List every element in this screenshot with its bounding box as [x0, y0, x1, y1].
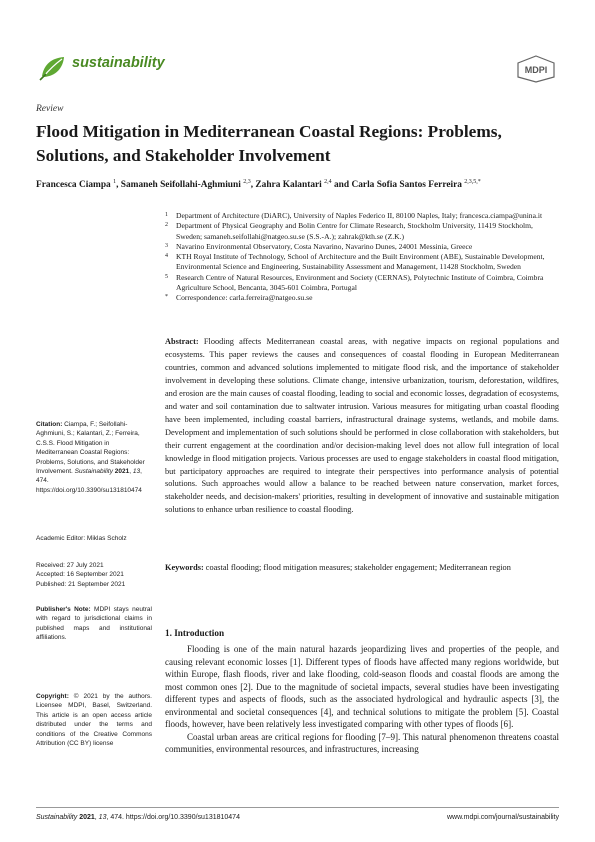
publisher-note: Publisher's Note: MDPI stays neutral with regard to jurisdictional claims in published maps and institutional affiliations.: [36, 606, 152, 642]
author-name[interactable]: Samaneh Seifollahi-Aghmiuni: [120, 180, 241, 191]
affiliation: 1 Department of Architecture (DiARC), University of Naples Federico II, 80100 Naples, Italy; francesca.ciampa@unina.it: [165, 211, 543, 220]
keywords-label: Keywords:: [165, 563, 204, 572]
keywords: [165, 562, 559, 575]
leaf-icon: [38, 52, 68, 82]
dates: Received: 27 July 2021 Accepted: 16 September 2021 Published: 21 September 2021: [36, 562, 126, 588]
mdpi-logo-text: MDPI: [524, 65, 548, 75]
affiliation: 2 Department of Physical Geography and Bolin Centre for Climate Research, Stockholm University, 11419 Stockholm, Sweden; samaneh.seifollahi@natgeo.su.se (S.S.-A.); zahrak@kth.se (Z.K.): [165, 221, 533, 241]
correspondence: * Correspondence: carla.ferreira@natgeo.su.se: [165, 293, 313, 303]
affiliation: 5 Research Centre of Natural Resources, Environment and Society (CERNAS), Polytechnic Institute of Coimbra, Coimbra Agriculture School, Bencanta, 3045-601 Coimbra, Portugal: [165, 272, 544, 293]
section-heading: 1. Introduction: [165, 628, 225, 638]
article-title: Flood Mitigation in Mediterranean Coastal Regions: Problems, Solutions, and Stakeholder Involvement: [36, 122, 502, 165]
affiliations: [165, 211, 560, 304]
footer-citation: Sustainability 2021, 13, 474. https://doi.org/10.3390/su131810474: [36, 814, 240, 821]
author-name[interactable]: Francesca Ciampa: [36, 180, 111, 191]
author-name[interactable]: Zahra Kalantari: [255, 180, 322, 191]
abstract: [165, 336, 559, 517]
citation-block: Citation: Ciampa, F.; Seifollahi-Aghmiuni, S.; Kalantari, Z.; Ferreira, C.S.S. Flood Mitigation in Mediterranean Coastal Regions: Problems, Solutions, and Stakeholder Involvement. Sustainability 2021, 13, 474. https://doi.org/10.3390/su131810474: [36, 421, 145, 494]
citation-doi-link[interactable]: https://doi.org/10.3390/su131810474: [36, 486, 142, 494]
author-list: Francesca Ciampa $^1$, Samaneh Seifollahi-Aghmiuni $^{2,3}$, Zahra Kalantari $^{2,4}$ and Carla Sofia Santos Ferreira $^{2,3,5,*}$: [36, 179, 481, 191]
affiliation: 4 KTH Royal Institute of Technology, School of Architecture and the Built Environment (ABE), Sustainable Development, Environmental Science and Engineering, Sustainability Assessment and Management, 11428 Stockholm, Sweden: [165, 252, 545, 272]
affiliation: 3 Navarino Environmental Observatory, Costa Navarino, Navarino Dunes, 24001 Messinia, Greece: [165, 241, 473, 251]
abstract-label: Abstract:: [165, 337, 199, 346]
footer-divider: [36, 807, 559, 808]
academic-editor: Academic Editor: Miklas Scholz: [36, 535, 127, 542]
footer-url[interactable]: www.mdpi.com/journal/sustainability: [446, 814, 559, 821]
paragraph: Coastal urban areas are critical regions for flooding [7–9]. This natural phenomenon threatens coastal communities, environmental resources, and infrastructures, increasing: [165, 731, 559, 755]
paragraph: Flooding is one of the main natural hazards jeopardizing lives and properties of the people, and causing relevant economic losses [1]. Different types of floods have affected many regions worldwide, but within Europe, flash floods, river and lake flooding, cold-season floods and coastal floods are among the most common ones [2]. Due to the magnitude of societal impacts, several studies have been investigating different types and aspects of floods, such as the associated hydrological and hydraulic aspects [3], the environmental and societal consequences [4], and technical solutions to mitigate the problem [5]. Coastal floods, however, have been relatively less investigated comparing with other types of floods [6].: [165, 644, 559, 730]
keywords-text: coastal flooding; flood mitigation measures; stakeholder engagement; Mediterranean region: [205, 563, 511, 572]
journal-name[interactable]: sustainability: [72, 55, 165, 71]
author-name[interactable]: Carla Sofia Santos Ferreira: [351, 180, 462, 191]
mdpi-logo[interactable]: [516, 55, 556, 83]
article-type: Review: [36, 104, 64, 114]
copyright: Copyright: © 2021 by the authors. Licensee MDPI, Basel, Switzerland. This article is an open access article distributed under the terms and conditions of the Creative Commons Attribution (CC BY) license: [36, 693, 152, 748]
abstract-text: Flooding affects Mediterranean coastal areas, with negative impacts on regional populations and ecosystems. This paper reviews the causes and consequences of coastal flooding in European Mediterranean countries, common and advanced solutions implemented to mitigate flood risk, and the importance of stakeholder involvement in developing these solutions. Climate change, intensive urbanization, tourism, deforestation, wildfires, and erosion are the main causes of coastal flooding, leading to social and economic losses, degradation of ecosystems, and water and soil contamination due to saltwater intrusion. Various measures for mitigating urban coastal flooding have been implemented, including coastal barriers, infrastructural drainage systems, wetlands, and mobile dams. Development and implementation of such solutions should be performed in close collaboration with stakeholders, but their current engagement at the coordination and/or decision-making level does not allow full integration of local knowledge in flood mitigation projects. Various processes are used to engage stakeholders in coastal flood mitigation, but participatory approaches are required to integrate their perspectives into performance analysis of potential solutions. Such approaches would allow a balance to be reached between nature conservation, market forces, stakeholder needs, and decision-makers' priorities, resulting in development of innovative and sustainable mitigation solutions to enhance urban resilience to coastal flooding.: [165, 337, 559, 515]
intro-body: [165, 643, 559, 756]
